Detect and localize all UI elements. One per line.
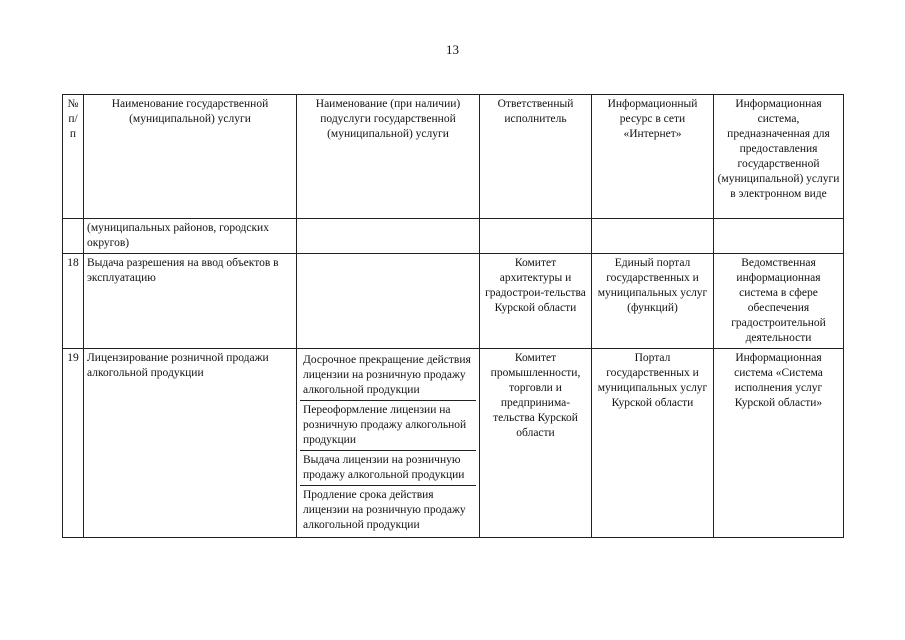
row-service: Выдача разрешения на ввод объектов в эксплуатацию: [84, 254, 297, 349]
row-subservice: [297, 219, 480, 254]
row-service: Лицензирование розничной продажи алкогольной продукции: [84, 349, 297, 538]
row-system: Информационная система «Система исполнения услуг Курской области»: [714, 349, 844, 538]
row-executor: Комитет промышленности, торговли и предпринима-тельства Курской области: [480, 349, 592, 538]
header-resource: Информационный ресурс в сети «Интернет»: [592, 95, 714, 219]
row-resource: Портал государственных и муниципальных услуг Курской области: [592, 349, 714, 538]
row-num: [63, 219, 84, 254]
header-num: № п/п: [63, 95, 84, 219]
row-executor: Комитет архитектуры и градострои-тельства Курской области: [480, 254, 592, 349]
table-header-row: [63, 95, 844, 219]
row-subservice: [297, 254, 480, 349]
row-resource: Единый портал государственных и муниципальных услуг (функций): [592, 254, 714, 349]
table-row: [63, 349, 844, 538]
header-service: Наименование государственной (муниципальной) услуги: [84, 95, 297, 219]
subservice-item: Продление срока действия лицензии на розничную продажу алкогольной продукции: [303, 489, 466, 531]
services-table: [62, 94, 844, 538]
subservice-item: Досрочное прекращение действия лицензии на розничную продажу алкогольной продукции: [300, 351, 476, 401]
row-resource: [592, 219, 714, 254]
header-subservice: Наименование (при наличии) подуслуги государственной (муниципальной) услуги: [297, 95, 480, 219]
header-system: Информационная система, предназначенная для предоставления государственной (муниципальной) услуги в электронном виде: [714, 95, 844, 219]
row-service: (муниципальных районов, городских округов): [84, 219, 297, 254]
row-system: [714, 219, 844, 254]
table-row: [63, 219, 844, 254]
row-num: 18: [63, 254, 84, 349]
subservice-item: Выдача лицензии на розничную продажу алкогольной продукции: [300, 451, 476, 486]
row-executor: [480, 219, 592, 254]
row-subservice-list: [297, 349, 480, 538]
table-row: [63, 254, 844, 349]
page-number: 13: [446, 42, 459, 57]
subservice-item: Переоформление лицензии на розничную продажу алкогольной продукции: [300, 401, 476, 451]
row-num: 19: [63, 349, 84, 538]
row-system: Ведомственная информационная система в сфере обеспечения градостроительной деятельности: [714, 254, 844, 349]
header-executor: Ответственный исполнитель: [480, 95, 592, 219]
